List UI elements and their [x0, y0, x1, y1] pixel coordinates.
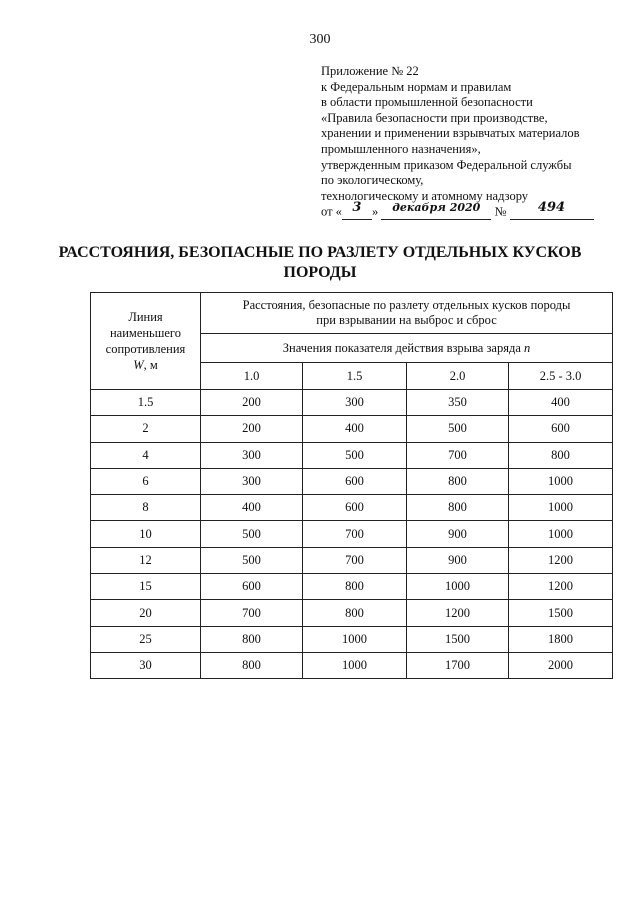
table-row	[91, 652, 613, 678]
table-row	[91, 416, 613, 442]
distance-value-cell: 700	[201, 600, 303, 626]
resistance-value-cell: 8	[91, 495, 201, 521]
distance-value-cell: 1000	[407, 574, 509, 600]
distance-value-cell: 800	[407, 495, 509, 521]
header-n-value: 2.0	[407, 363, 509, 390]
distance-value-cell: 600	[201, 574, 303, 600]
distance-value-cell: 800	[303, 600, 407, 626]
table-row	[91, 468, 613, 494]
distance-value-cell: 700	[407, 442, 509, 468]
distance-value-cell: 500	[201, 547, 303, 573]
distance-value-cell: 350	[407, 390, 509, 416]
distance-value-cell: 1200	[509, 547, 613, 573]
table-row	[91, 600, 613, 626]
page-number: 300	[309, 32, 331, 47]
table-row	[91, 390, 613, 416]
document-title	[40, 243, 600, 283]
header-sub-text: Значения показателя действия взрыва заряда	[282, 340, 525, 355]
resistance-value-cell: 25	[91, 626, 201, 652]
appendix-line: утвержденным приказом Федеральной службы	[321, 157, 572, 172]
distance-value-cell: 1200	[509, 574, 613, 600]
distance-value-cell: 400	[509, 390, 613, 416]
distance-value-cell: 300	[201, 468, 303, 494]
distance-value-cell: 1000	[509, 495, 613, 521]
table-row	[91, 495, 613, 521]
header-main-line-2: при взрывании на выброс и сброс	[316, 313, 497, 327]
header-main-line-1: Расстояния, безопасные по разлету отдельных кусков породы	[242, 298, 571, 312]
appendix-line: хранении и применении взрывчатых материалов	[321, 126, 580, 141]
date-month-year-handwritten: декабря 2020	[392, 201, 481, 215]
distance-value-cell: 1800	[509, 626, 613, 652]
distance-value-cell: 800	[303, 574, 407, 600]
title-line-2: ПОРОДЫ	[283, 264, 357, 281]
table-row	[91, 574, 613, 600]
resistance-value-cell: 1.5	[91, 390, 201, 416]
distance-value-cell: 800	[407, 468, 509, 494]
header-n-value: 1.5	[303, 363, 407, 390]
distance-value-cell: 200	[201, 416, 303, 442]
distance-value-cell: 800	[509, 442, 613, 468]
safe-distance-table	[90, 292, 613, 679]
distance-value-cell: 1200	[407, 600, 509, 626]
distance-value-cell: 400	[201, 495, 303, 521]
title-line-1: РАССТОЯНИЯ, БЕЗОПАСНЫЕ ПО РАЗЛЕТУ ОТДЕЛЬНЫХ КУСКОВ	[58, 244, 582, 261]
resistance-value-cell: 30	[91, 652, 201, 678]
distance-value-cell: 300	[303, 390, 407, 416]
distance-value-cell: 900	[407, 547, 509, 573]
distance-value-cell: 500	[201, 521, 303, 547]
date-month-year-field	[381, 201, 491, 220]
resistance-value-cell: 6	[91, 468, 201, 494]
order-date-number	[321, 200, 621, 224]
distance-value-cell: 600	[509, 416, 613, 442]
distance-value-cell: 1000	[509, 468, 613, 494]
distance-value-cell: 1000	[303, 652, 407, 678]
header-n-value: 2.5 - 3.0	[509, 363, 613, 390]
header-left-line: Линия	[128, 310, 163, 324]
table-row	[91, 626, 613, 652]
table-row	[91, 521, 613, 547]
distance-value-cell: 800	[201, 652, 303, 678]
table-row	[91, 547, 613, 573]
header-left-line: сопротивления	[105, 342, 186, 356]
date-prefix: от «	[321, 204, 342, 219]
date-mid: »	[371, 204, 379, 219]
distance-value-cell: 1500	[509, 600, 613, 626]
header-sub-var: n	[524, 340, 531, 355]
distance-value-cell: 500	[303, 442, 407, 468]
header-left-unit: , м	[143, 358, 158, 372]
distance-value-cell: 500	[407, 416, 509, 442]
table-row	[91, 442, 613, 468]
distance-value-cell: 2000	[509, 652, 613, 678]
distance-value-cell: 400	[303, 416, 407, 442]
resistance-value-cell: 2	[91, 416, 201, 442]
resistance-value-cell: 20	[91, 600, 201, 626]
order-number-field	[510, 200, 594, 220]
distance-value-cell: 300	[201, 442, 303, 468]
distance-value-cell: 600	[303, 468, 407, 494]
resistance-value-cell: 4	[91, 442, 201, 468]
appendix-line: технологическому и атомному надзору	[321, 188, 529, 203]
header-resistance-line	[91, 293, 201, 390]
header-left-var: W	[133, 358, 144, 372]
distance-value-cell: 900	[407, 521, 509, 547]
header-n-index	[201, 334, 613, 363]
resistance-value-cell: 10	[91, 521, 201, 547]
appendix-line: по экологическому,	[321, 173, 424, 188]
date-day-handwritten: 3	[352, 200, 362, 216]
distance-value-cell: 700	[303, 521, 407, 547]
date-day-field	[342, 200, 372, 220]
header-safe-distances	[201, 293, 613, 334]
header-left-line: наименьшего	[109, 326, 181, 340]
distance-value-cell: 1000	[303, 626, 407, 652]
distance-value-cell: 1500	[407, 626, 509, 652]
header-left-unit-line	[91, 357, 200, 373]
appendix-line: «Правила безопасности при производстве,	[321, 110, 548, 125]
header-n-value: 1.0	[201, 363, 303, 390]
distance-value-cell: 600	[303, 495, 407, 521]
number-prefix: №	[494, 204, 507, 219]
resistance-value-cell: 12	[91, 547, 201, 573]
appendix-line: Приложение № 22	[321, 64, 419, 78]
order-number-handwritten: 494	[537, 200, 566, 216]
distance-value-cell: 700	[303, 547, 407, 573]
distance-value-cell: 1000	[509, 521, 613, 547]
resistance-value-cell: 15	[91, 574, 201, 600]
appendix-block	[321, 64, 621, 224]
appendix-line: промышленного назначения»,	[321, 141, 481, 156]
distance-value-cell: 200	[201, 390, 303, 416]
distance-value-cell: 1700	[407, 652, 509, 678]
distance-value-cell: 800	[201, 626, 303, 652]
appendix-line: к Федеральным нормам и правилам	[321, 79, 512, 94]
appendix-line: в области промышленной безопасности	[321, 95, 533, 110]
